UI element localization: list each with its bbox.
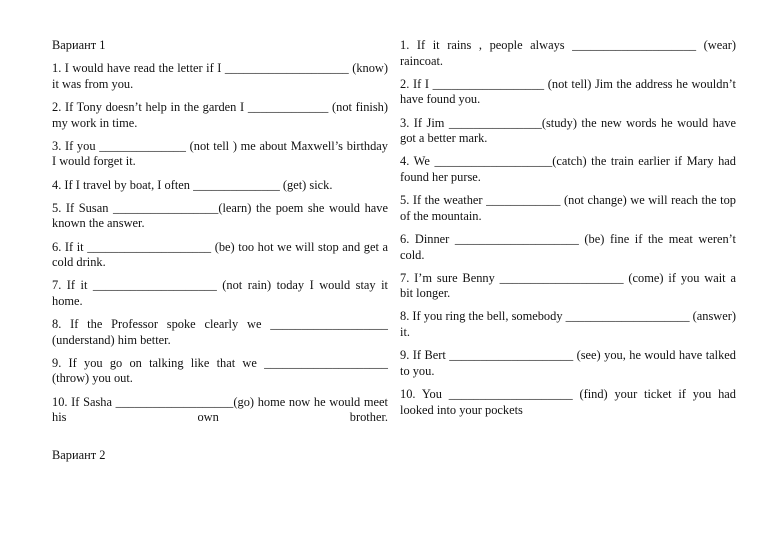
exercise-item: 5. If the weather ____________ (not change) we will reach the top of the mountain. [400, 193, 736, 223]
exercise-item: 6. Dinner ____________________ (be) fine if the meat weren’t cold. [400, 231, 736, 262]
exercise-item: 1. I would have read the letter if I ____________________ (know) it was from you. [52, 61, 388, 91]
variant-1-title: Вариант 1 [52, 38, 106, 52]
exercise-item: 3. If you ______________ (not tell ) me about Maxwell’s birthday I would forget it. [52, 138, 388, 169]
exercise-item: 2. If Tony doesn’t help in the garden I _____________ (not finish) my work in time. [52, 99, 388, 130]
exercise-item: 1. If it rains , people always ____________________ (wear) raincoat. [400, 38, 736, 68]
exercise-item: 7. If it ____________________ (not rain) today I would stay it home. [52, 278, 388, 308]
variant-1-right-column [400, 38, 736, 426]
exercise-item: 5. If Susan _________________(learn) the poem she would have known the answer. [52, 200, 388, 231]
exercise-item: 10. If Sasha ___________________(go) home now he would meet his own brother. [52, 394, 388, 425]
exercise-item: 4. We ___________________(catch) the train earlier if Mary had found her purse. [400, 154, 736, 184]
exercise-item: 7. I’m sure Benny ____________________ (come) if you wait a bit longer. [400, 270, 736, 301]
exercise-item: 4. If I travel by boat, I often ______________ (get) sick. [52, 177, 333, 192]
variant-2-title: Вариант 2 [52, 448, 106, 462]
exercise-item: 3. If Jim _______________(study) the new words he would have got a better mark. [400, 115, 736, 146]
exercise-item: 8. If the Professor spoke clearly we ___________________ (understand) him better. [52, 317, 388, 347]
exercise-item: 6. If it ____________________ (be) too hot we will stop and get a cold drink. [52, 239, 388, 270]
variant-1-left-column [52, 38, 388, 433]
exercise-item: 2. If I __________________ (not tell) Jim the address he wouldn’t have found you. [400, 76, 736, 107]
exercise-item: 9. If you go on talking like that we ____________________ (throw) you out. [52, 355, 388, 386]
exercise-item: 9. If Bert ____________________ (see) you, he would have talked to you. [400, 348, 736, 378]
exercise-item: 8. If you ring the bell, somebody ____________________ (answer) it. [400, 309, 736, 340]
exercise-item: 10. You ____________________ (find) your ticket if you had looked into your pockets [400, 387, 736, 417]
